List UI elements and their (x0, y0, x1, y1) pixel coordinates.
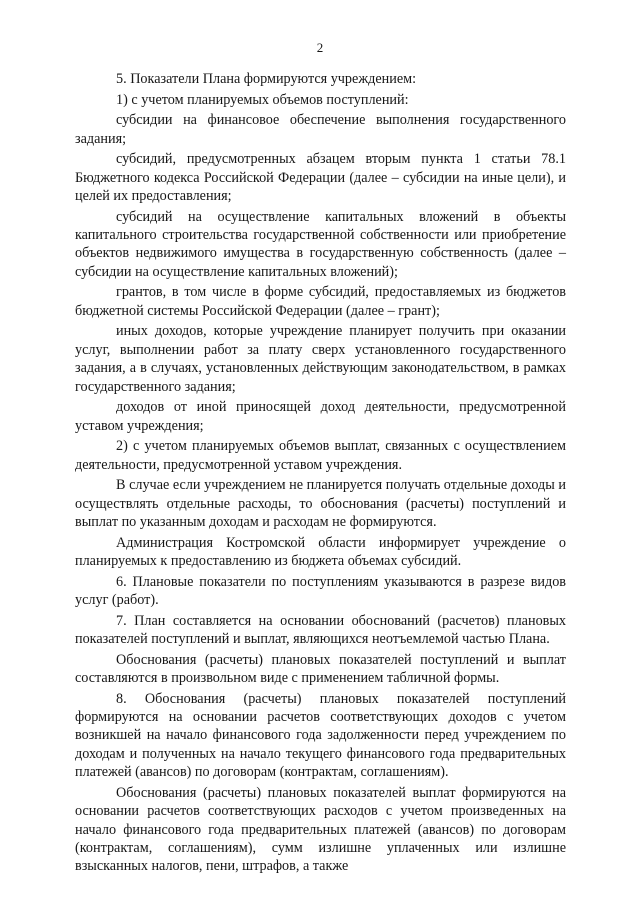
paragraph: доходов от иной приносящей доход деятельности, предусмотренной уставом учреждения; (75, 399, 566, 434)
paragraph: Администрация Костромской области информирует учреждение о планируемых к предоставлению из бюджета объемах субсидий. (75, 534, 566, 570)
paragraph: В случае если учреждением не планируется получать отдельные доходы и осуществлять отдельные расходы, то обоснования (расчеты) поступлений и выплат по указанным доходам и расходам не формируются. (75, 477, 566, 531)
paragraph: субсидии на финансовое обеспечение выполнения государственного задания; (75, 112, 566, 147)
paragraph: 7. План составляется на основании обоснований (расчетов) плановых показателей поступлений и выплат, являющихся неотъемлемой частью Плана. (75, 612, 566, 648)
paragraph: 2) с учетом планируемых объемов выплат, связанных с осуществлением деятельности, предусмотренной уставом учреждения. (75, 438, 566, 473)
paragraph: 5. Показатели Плана формируются учреждением: (116, 71, 417, 87)
paragraph: субсидий, предусмотренных абзацем вторым пункта 1 статьи 78.1 Бюджетного кодекса Российской Федерации (далее – субсидии на иные цели), и целей их предоставления; (75, 151, 566, 204)
paragraph: субсидий на осуществление капитальных вложений в объекты капитального строительства государственной собственности или приобретение объектов недвижимого имущества в государственную собственность (далее – субсидии на осуществление капитальных вложений); (75, 208, 566, 280)
document-body (75, 70, 566, 878)
paragraph: Обоснования (расчеты) плановых показателей выплат формируются на основании расчетов соответствующих расходов с учетом произведенных на начало финансового года предварительных платежей (авансов) по договорам (контрактам, соглашениям), сумм излишне уплаченных или излишне взысканных налогов, пени, штрафов, а также (75, 784, 566, 875)
paragraph: иных доходов, которые учреждение планирует получить при оказании услуг, выполнении работ за плату сверх установленного государственного задания, а в случаях, установленных действующим законодательством, в рамках государственного задания; (75, 323, 566, 395)
paragraph: 1) с учетом планируемых объемов поступлений: (116, 91, 409, 108)
paragraph: грантов, в том числе в форме субсидий, предоставляемых из бюджетов бюджетной системы Российской Федерации (далее – грант); (75, 284, 566, 319)
paragraph: Обоснования (расчеты) плановых показателей поступлений и выплат составляются в произвольном виде с применением табличной формы. (75, 651, 566, 687)
paragraph: 8. Обоснования (расчеты) плановых показателей поступлений формируются на основании расчетов соответствующих доходов с учетом возникшей на начало финансового года задолженности перед учреждением по доходам и полученных на начало текущего финансового года предварительных платежей (авансов) по договорам (контрактам, соглашениям). (75, 690, 566, 781)
paragraph: 6. Плановые показатели по поступлениям указываются в разрезе видов услуг (работ). (75, 573, 566, 609)
page-number: 2 (316, 40, 324, 55)
